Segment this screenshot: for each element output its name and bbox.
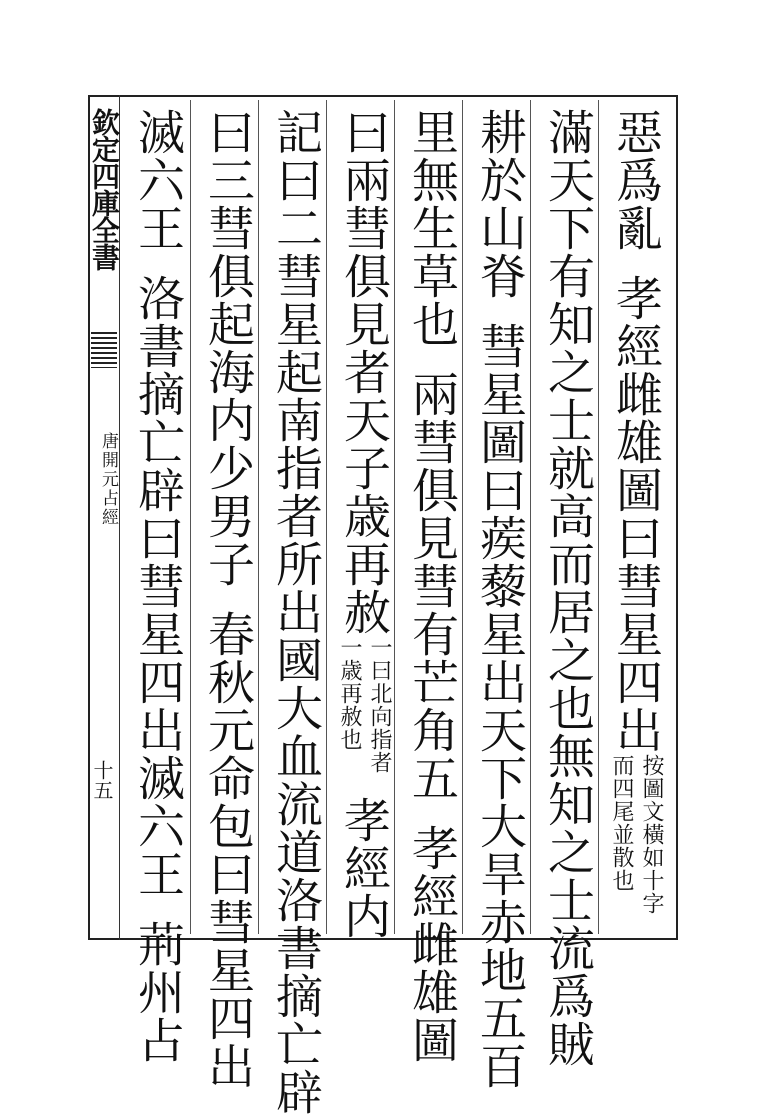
text-column-5 [332, 108, 394, 940]
column-text: 惡爲亂 [608, 108, 663, 252]
note-line: 而四尾並散也 [609, 754, 634, 892]
column-text: 里無生草也 [404, 108, 459, 348]
text-column-4 [400, 108, 462, 1064]
column-text: 洛書摘亡辟曰彗星四出滅六王 [130, 274, 185, 898]
column-text: 耕於山脊 [472, 108, 527, 300]
column-text: 滅六王 [130, 108, 185, 252]
column-text: 春秋元命包曰彗星四出 [200, 610, 255, 1090]
column-rule [462, 100, 463, 934]
text-column-3 [468, 108, 530, 1090]
text-column-7 [196, 108, 258, 1090]
column-rule [190, 100, 191, 934]
column-rule [598, 100, 599, 934]
column-text: 孝經雌雄圖曰彗星四出 [608, 274, 663, 754]
note-line: 一曰北向指者 [367, 636, 392, 774]
note-line: 按圖文橫如十字 [639, 754, 664, 915]
interlinear-note [606, 754, 666, 915]
column-rule [326, 100, 327, 934]
text-column-8 [126, 108, 188, 1064]
column-text: 彗星圖曰蒺藜星出天下大旱赤地五百 [472, 322, 527, 1090]
text-column-1 [604, 108, 666, 928]
column-text: 孝經雌雄圖 [404, 824, 459, 1064]
column-text: 滿天下有知之士就高而居之也無知之士流爲賊 [540, 108, 595, 1068]
column-rule [394, 100, 395, 934]
text-column-6 [264, 108, 326, 1116]
column-text: 記曰二彗星起南指者所出國大血流道洛書摘亡辟 [268, 108, 323, 1116]
column-text: 孝經内 [336, 796, 391, 940]
fish-tail-mark [91, 332, 117, 368]
column-text: 荊州占 [130, 920, 185, 1064]
page-number: 十五 [90, 760, 114, 800]
column-text: 曰兩彗俱見者天子歳再赦 [336, 108, 391, 636]
text-column-2 [536, 108, 598, 1068]
book-title: 欽定四庫全書 [88, 108, 121, 270]
column-rule [258, 100, 259, 934]
column-text: 曰三彗俱起海内少男子 [200, 108, 255, 588]
column-text: 兩彗俱見彗有芒角五 [404, 370, 459, 802]
column-rule [530, 100, 531, 934]
note-line: 一歳再赦也 [337, 636, 362, 751]
chapter-title: 唐開元占經 [98, 432, 118, 527]
interlinear-note [334, 636, 394, 774]
